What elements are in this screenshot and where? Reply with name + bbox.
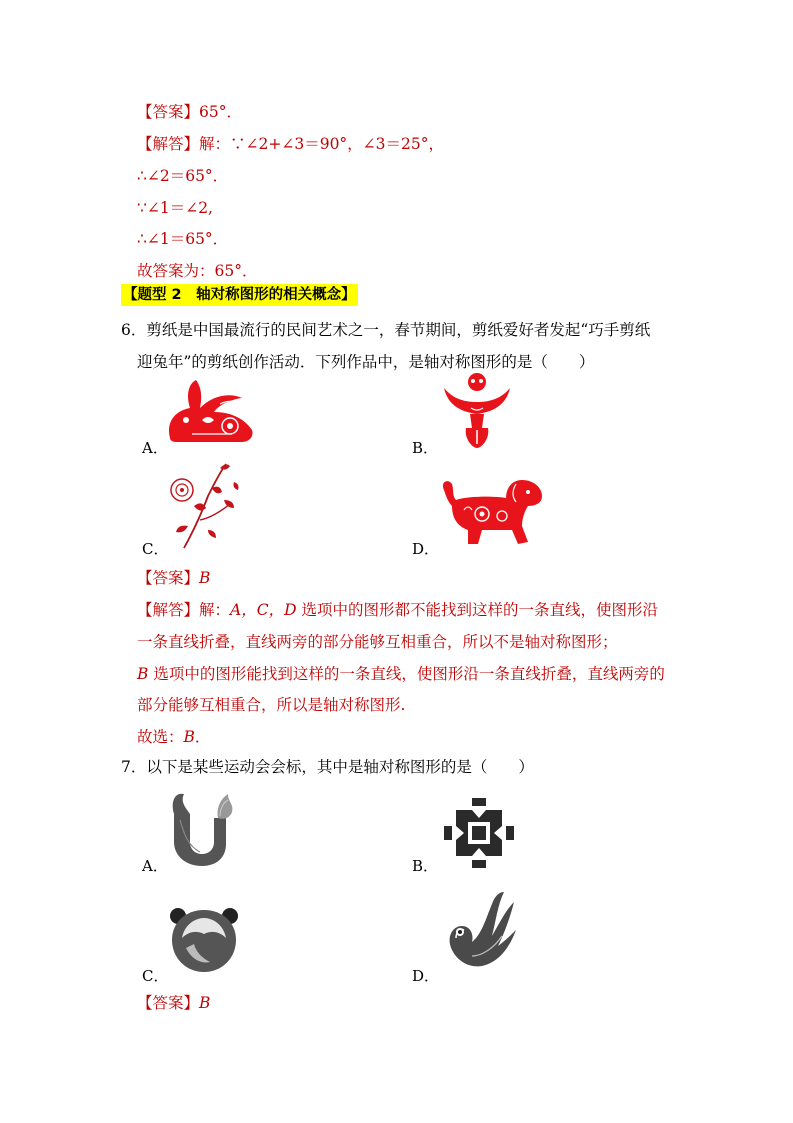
solution-label: 【解答】 <box>137 601 200 619</box>
symmetric-logo-image <box>442 796 516 870</box>
q6-option-b: B． <box>412 439 439 457</box>
rabbit-papercut-image <box>162 378 260 448</box>
flower-papercut-image <box>164 460 244 550</box>
panda-logo-image <box>166 900 242 976</box>
solution-options-acd: A，C，D <box>230 601 297 619</box>
q6-option-c: C． <box>142 540 169 558</box>
solution-text-c: 选项中的图形都不能找到这样的一条直线，使图形沿 <box>296 601 658 619</box>
q7-option-a: A． <box>142 857 168 875</box>
answer-value: B <box>199 569 211 587</box>
choose-prefix: 故选： <box>137 728 184 746</box>
answer-value: 65°． <box>199 103 242 121</box>
solution-option-b: B <box>137 665 149 683</box>
q6-option-d: D． <box>412 540 440 558</box>
q6-choose <box>137 727 210 747</box>
q7-option-d: D． <box>412 967 440 985</box>
section-heading: 【题型 2 轴对称图形的相关概念】 <box>121 284 358 306</box>
answer-label: 【答案】 <box>137 994 200 1012</box>
u-flame-logo-image <box>166 790 238 868</box>
solution-label: 【解答】 <box>137 135 200 153</box>
goldfish-papercut-image <box>442 372 512 450</box>
q6-solution-line3 <box>137 664 665 684</box>
choose-value: B <box>183 728 195 746</box>
swan-logo-image <box>442 890 518 976</box>
q6-answer <box>137 568 210 588</box>
solution-text-a: 解： <box>199 601 231 619</box>
q7-question: 7．以下是某些运动会会标，其中是轴对称图形的是（ ） <box>121 758 534 776</box>
q5-solution-line1 <box>137 134 444 154</box>
q7-answer <box>137 993 210 1013</box>
q6-question-line1: 6．剪纸是中国最流行的民间艺术之一，春节期间，剪纸爱好者发起“巧手剪纸 <box>121 321 651 339</box>
q5-answer <box>137 102 242 122</box>
solution-text-b: 选项中的图形能找到这样的一条直线，使图形沿一条直线折叠，直线两旁的 <box>148 665 665 683</box>
q5-line3: ∵∠1＝∠2, <box>137 199 213 217</box>
q6-option-a: A． <box>142 439 168 457</box>
q6-solution-line4: 部分能够互相重合，所以是轴对称图形. <box>137 696 406 714</box>
q5-line2: ∴∠2＝65°． <box>137 167 229 185</box>
q6-solution-line1 <box>137 600 658 620</box>
answer-label: 【答案】 <box>137 103 200 121</box>
q5-line5: 故答案为：65°． <box>137 262 258 280</box>
q6-solution-line2: 一条直线折叠，直线两旁的部分能够互相重合，所以不是轴对称图形； <box>137 633 618 651</box>
solution-text: 解：∵∠2+∠3＝90°，∠3＝25°， <box>199 135 444 153</box>
q6-question-line2: 迎兔年”的剪纸创作活动．下列作品中，是轴对称图形的是（ ） <box>137 353 595 371</box>
answer-label: 【答案】 <box>137 569 200 587</box>
q7-option-c: C． <box>142 967 169 985</box>
dog-papercut-image <box>438 476 548 548</box>
q7-option-b: B． <box>412 857 439 875</box>
answer-value: B <box>199 994 211 1012</box>
choose-suffix: ． <box>194 728 211 746</box>
q5-line4: ∴∠1＝65°． <box>137 230 229 248</box>
